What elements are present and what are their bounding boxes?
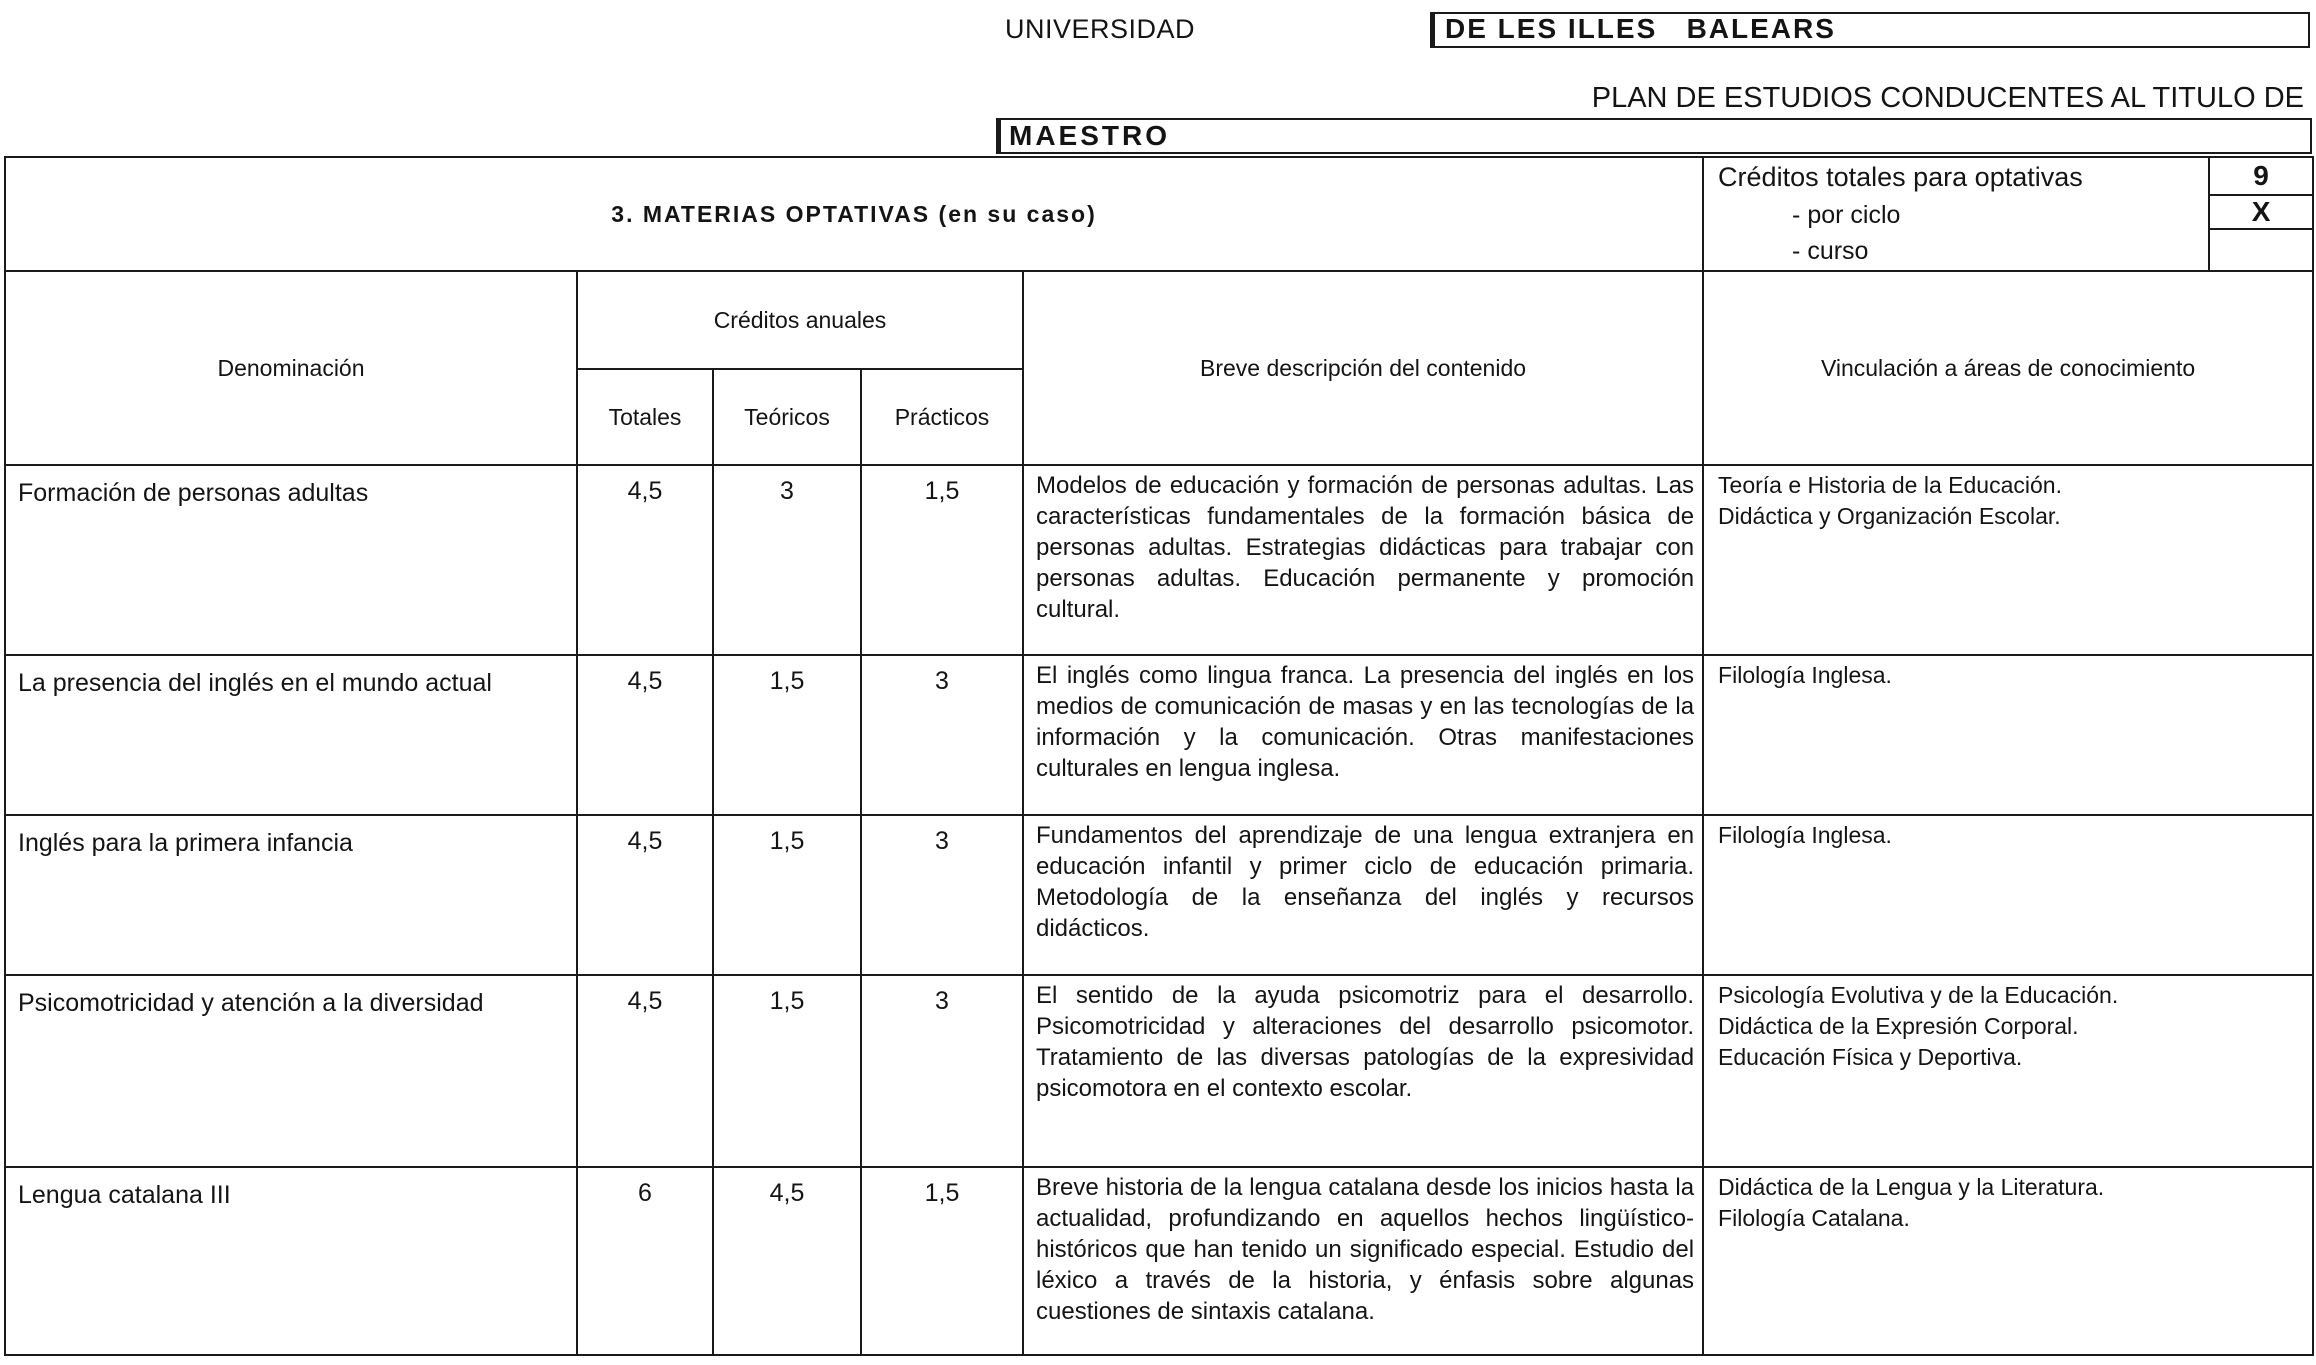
row-name: Formación de personas adultas [5,465,577,655]
row-areas [1703,975,2313,1167]
col-teoricos: Teóricos [713,369,861,465]
row-totales: 4,5 [577,655,713,815]
row-practicos: 1,5 [861,465,1023,655]
row-areas [1703,815,2313,975]
row-totales: 4,5 [577,465,713,655]
section-header-row [5,157,2313,271]
area-item: Filología Inglesa. [1718,822,1892,848]
column-header-row [5,271,2313,369]
area-item: Didáctica de la Expresión Corporal. [1718,1013,2079,1039]
table-row [5,975,2313,1167]
row-totales: 4,5 [577,815,713,975]
curso-value [2208,230,2312,270]
row-areas [1703,465,2313,655]
materias-optativas-table [4,156,2314,1356]
col-vinculacion: Vinculación a áreas de conocimiento [1703,271,2313,465]
row-name: Psicomotricidad y atención a la diversidad [5,975,577,1167]
table-row [5,1167,2313,1355]
universidad-label: UNIVERSIDAD [1005,14,1196,44]
area-item: Didáctica de la Lengua y la Literatura. [1718,1174,2105,1200]
row-totales: 4,5 [577,975,713,1167]
por-ciclo-label: - por ciclo [1792,201,1901,229]
row-areas [1703,655,2313,815]
plan-estudios-label: PLAN DE ESTUDIOS CONDUCENTES AL TITULO DE [1591,82,2304,114]
area-item: Educación Física y Deportiva. [1718,1044,2023,1070]
col-denominacion: Denominación [5,271,577,465]
col-descripcion: Breve descripción del contenido [1023,271,1703,465]
area-item: Didáctica y Organización Escolar. [1718,503,2061,529]
curso-label: - curso [1792,237,1869,265]
row-description: Modelos de educación y formación de personas adultas. Las características fundamentales de la formación básica de personas adultas. Estrategias didácticas para trabajar con personas adultas. Educación permanente y promoción cultural. [1023,465,1703,655]
col-totales: Totales [577,369,713,465]
universidad-name-box: DE LES ILLES BALEARS [1430,12,2310,48]
row-totales: 6 [577,1167,713,1355]
row-practicos: 3 [861,655,1023,815]
row-teoricos: 1,5 [713,815,861,975]
row-description: Breve historia de la lengua catalana desde los inicios hasta la actualidad, profundizando en aquellos hechos lingüístico-históricos que han tenido un significado especial. Estudio del léxico a través de la historia, y énfasis sobre algunas cuestiones de sintaxis catalana. [1023,1167,1703,1355]
area-item: Filología Catalana. [1718,1205,1910,1231]
row-description: El sentido de la ayuda psicomotriz para el desarrollo. Psicomotricidad y alteraciones del desarrollo psicomotor. Tratamiento de las diversas patologías de la expresividad psicomotora en el contexto escolar. [1023,975,1703,1167]
row-practicos: 3 [861,975,1023,1167]
row-name: Lengua catalana III [5,1167,577,1355]
credits-total-value: 9 [2208,158,2312,196]
row-name: La presencia del inglés en el mundo actual [5,655,577,815]
credits-summary-cell [1703,157,2313,271]
table-row [5,815,2313,975]
table-row [5,465,2313,655]
row-teoricos: 1,5 [713,975,861,1167]
titulo-box: MAESTRO [996,118,2312,154]
area-item: Filología Inglesa. [1718,662,1892,688]
row-teoricos: 4,5 [713,1167,861,1355]
row-areas [1703,1167,2313,1355]
col-creditos-anuales: Créditos anuales [577,271,1023,369]
row-teoricos: 3 [713,465,861,655]
row-description: El inglés como lingua franca. La presencia del inglés en los medios de comunicación de masas y en las tecnologías de la información y la comunicación. Otras manifestaciones culturales en lengua inglesa. [1023,655,1703,815]
row-teoricos: 1,5 [713,655,861,815]
row-practicos: 3 [861,815,1023,975]
area-item: Teoría e Historia de la Educación. [1718,472,2062,498]
area-item: Psicología Evolutiva y de la Educación. [1718,982,2119,1008]
table-row [5,655,2313,815]
row-name: Inglés para la primera infancia [5,815,577,975]
col-practicos: Prácticos [861,369,1023,465]
section-title: 3. MATERIAS OPTATIVAS (en su caso) [5,157,1703,271]
por-ciclo-value: X [2208,196,2312,230]
credits-total-label: Créditos totales para optativas [1718,162,2083,192]
row-description: Fundamentos del aprendizaje de una lengua extranjera en educación infantil y primer ciclo de educación primaria. Metodología de la enseñanza del inglés y recursos didácticos. [1023,815,1703,975]
row-practicos: 1,5 [861,1167,1023,1355]
